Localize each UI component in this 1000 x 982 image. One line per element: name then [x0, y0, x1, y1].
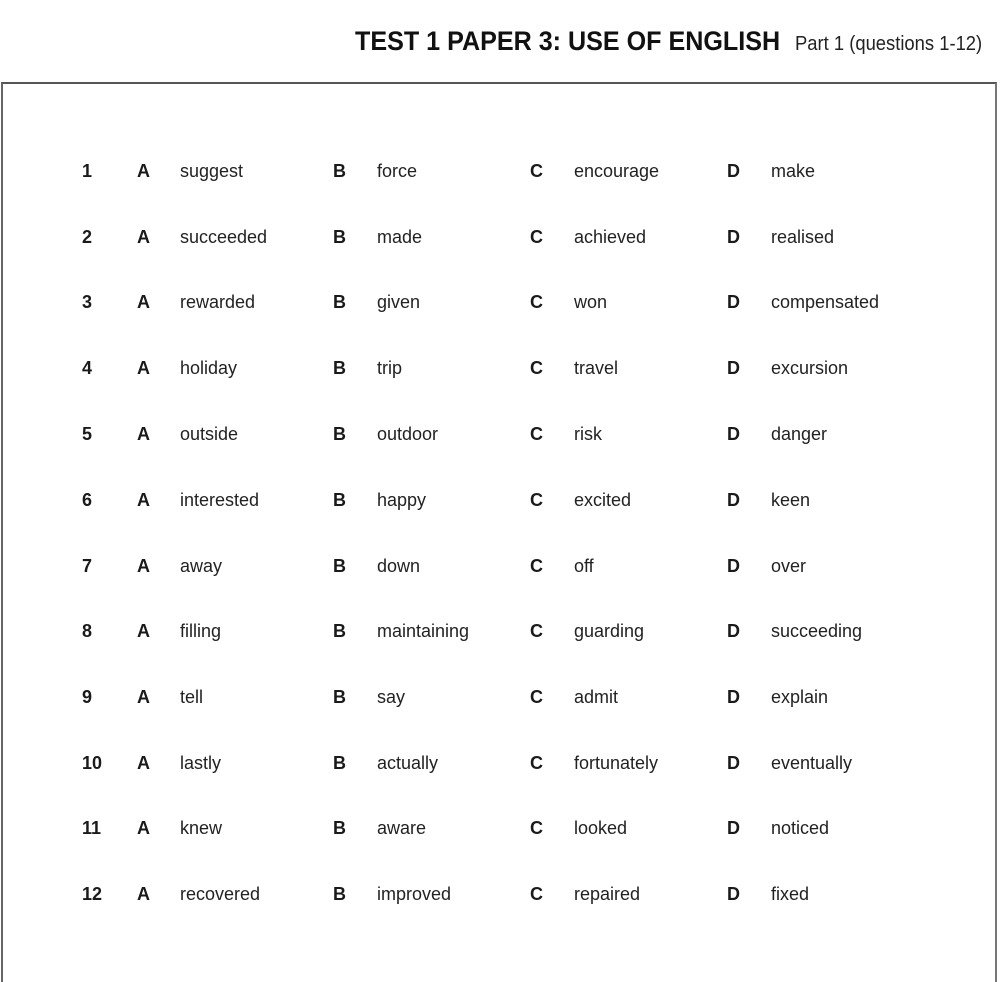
option-d[interactable]: compensated — [771, 292, 880, 312]
option-c-letter: C — [530, 753, 543, 773]
option-a[interactable]: rewarded — [180, 292, 256, 312]
option-d[interactable]: noticed — [771, 818, 830, 838]
question-number: 8 — [82, 621, 93, 641]
option-a-letter: A — [137, 818, 150, 838]
question-number: 2 — [82, 227, 93, 247]
option-c-letter: C — [530, 621, 543, 641]
page-header — [323, 26, 998, 57]
option-a-letter: A — [137, 884, 150, 904]
option-d-letter: D — [727, 424, 740, 444]
option-c-letter: C — [530, 884, 543, 904]
option-a[interactable]: interested — [180, 490, 260, 510]
question-row — [0, 290, 1000, 314]
option-a-letter: A — [137, 292, 150, 312]
question-row — [0, 751, 1000, 775]
question-row — [0, 685, 1000, 709]
option-c-letter: C — [530, 292, 543, 312]
question-number: 1 — [82, 161, 93, 181]
option-c[interactable]: looked — [574, 818, 628, 838]
option-c[interactable]: achieved — [574, 227, 647, 247]
option-c[interactable]: guarding — [574, 621, 645, 641]
option-b[interactable]: aware — [377, 818, 427, 838]
option-b[interactable]: force — [377, 161, 418, 181]
option-d-letter: D — [727, 621, 740, 641]
question-row — [0, 422, 1000, 446]
option-a-letter: A — [137, 687, 150, 707]
option-c[interactable]: travel — [574, 358, 619, 378]
question-row — [0, 488, 1000, 512]
question-number: 12 — [82, 884, 103, 904]
option-d[interactable]: explain — [771, 687, 829, 707]
option-a[interactable]: knew — [180, 818, 223, 838]
option-b-letter: B — [333, 358, 346, 378]
option-d-letter: D — [727, 227, 740, 247]
option-c-letter: C — [530, 424, 543, 444]
option-c[interactable]: off — [574, 556, 594, 576]
option-b-letter: B — [333, 292, 346, 312]
question-row — [0, 554, 1000, 578]
page-title: TEST 1 PAPER 3: USE OF ENGLISH — [355, 26, 781, 56]
option-a[interactable]: filling — [180, 621, 222, 641]
option-b[interactable]: happy — [377, 490, 427, 510]
option-a[interactable]: recovered — [180, 884, 261, 904]
option-d[interactable]: over — [771, 556, 807, 576]
option-c[interactable]: won — [574, 292, 608, 312]
question-row — [0, 619, 1000, 643]
option-a[interactable]: outside — [180, 424, 239, 444]
option-b[interactable]: say — [377, 687, 406, 707]
option-b[interactable]: improved — [377, 884, 452, 904]
question-number: 4 — [82, 358, 93, 378]
question-number: 7 — [82, 556, 93, 576]
option-a-letter: A — [137, 358, 150, 378]
option-b-letter: B — [333, 227, 346, 247]
option-c-letter: C — [530, 687, 543, 707]
option-d[interactable]: realised — [771, 227, 835, 247]
question-number: 9 — [82, 687, 93, 707]
option-a-letter: A — [137, 490, 150, 510]
option-b-letter: B — [333, 490, 346, 510]
option-a[interactable]: holiday — [180, 358, 238, 378]
page-subtitle: Part 1 (questions 1-12) — [794, 33, 982, 55]
option-c[interactable]: repaired — [574, 884, 641, 904]
option-a[interactable]: succeeded — [180, 227, 268, 247]
questions-box — [1, 82, 997, 982]
option-a[interactable]: lastly — [180, 753, 222, 773]
option-b-letter: B — [333, 753, 346, 773]
question-row — [0, 356, 1000, 380]
option-d-letter: D — [727, 818, 740, 838]
option-d-letter: D — [727, 884, 740, 904]
option-b[interactable]: actually — [377, 753, 439, 773]
option-a[interactable]: tell — [180, 687, 204, 707]
option-d-letter: D — [727, 358, 740, 378]
question-number: 3 — [82, 292, 93, 312]
option-c[interactable]: risk — [574, 424, 602, 444]
option-d-letter: D — [727, 490, 740, 510]
question-row — [0, 225, 1000, 249]
option-d[interactable]: keen — [771, 490, 811, 510]
option-b-letter: B — [333, 556, 346, 576]
question-number: 5 — [82, 424, 93, 444]
option-a-letter: A — [137, 556, 150, 576]
option-a[interactable]: away — [180, 556, 223, 576]
option-c-letter: C — [530, 358, 543, 378]
option-b-letter: B — [333, 424, 346, 444]
question-number: 11 — [82, 818, 102, 838]
option-a-letter: A — [137, 424, 150, 444]
option-c[interactable]: encourage — [574, 161, 660, 181]
option-c[interactable]: fortunately — [574, 753, 659, 773]
option-c[interactable]: excited — [574, 490, 632, 510]
option-b-letter: B — [333, 884, 346, 904]
question-row — [0, 882, 1000, 906]
option-b[interactable]: trip — [377, 358, 403, 378]
option-a[interactable]: suggest — [180, 161, 244, 181]
option-b-letter: B — [333, 818, 346, 838]
option-d-letter: D — [727, 161, 740, 181]
question-number: 6 — [82, 490, 93, 510]
option-c-letter: C — [530, 818, 543, 838]
question-row — [0, 159, 1000, 183]
option-d[interactable]: eventually — [771, 753, 853, 773]
option-b[interactable]: outdoor — [377, 424, 439, 444]
question-row — [0, 816, 1000, 840]
option-c[interactable]: admit — [574, 687, 619, 707]
option-c-letter: C — [530, 490, 543, 510]
option-a-letter: A — [137, 227, 150, 247]
option-d-letter: D — [727, 687, 740, 707]
question-number: 10 — [82, 753, 103, 773]
option-a-letter: A — [137, 621, 150, 641]
option-d[interactable]: excursion — [771, 358, 849, 378]
option-d[interactable]: make — [771, 161, 816, 181]
option-d-letter: D — [727, 556, 740, 576]
option-c-letter: C — [530, 227, 543, 247]
option-b-letter: B — [333, 161, 346, 181]
option-d[interactable]: fixed — [771, 884, 810, 904]
option-c-letter: C — [530, 161, 543, 181]
option-b-letter: B — [333, 687, 346, 707]
option-d-letter: D — [727, 292, 740, 312]
option-b-letter: B — [333, 621, 346, 641]
option-c-letter: C — [530, 556, 543, 576]
option-d-letter: D — [727, 753, 740, 773]
option-b[interactable]: made — [377, 227, 423, 247]
option-b[interactable]: down — [377, 556, 421, 576]
option-a-letter: A — [137, 753, 150, 773]
option-b[interactable]: maintaining — [377, 621, 470, 641]
option-d[interactable]: succeeding — [771, 621, 863, 641]
option-d[interactable]: danger — [771, 424, 828, 444]
option-b[interactable]: given — [377, 292, 421, 312]
option-a-letter: A — [137, 161, 150, 181]
